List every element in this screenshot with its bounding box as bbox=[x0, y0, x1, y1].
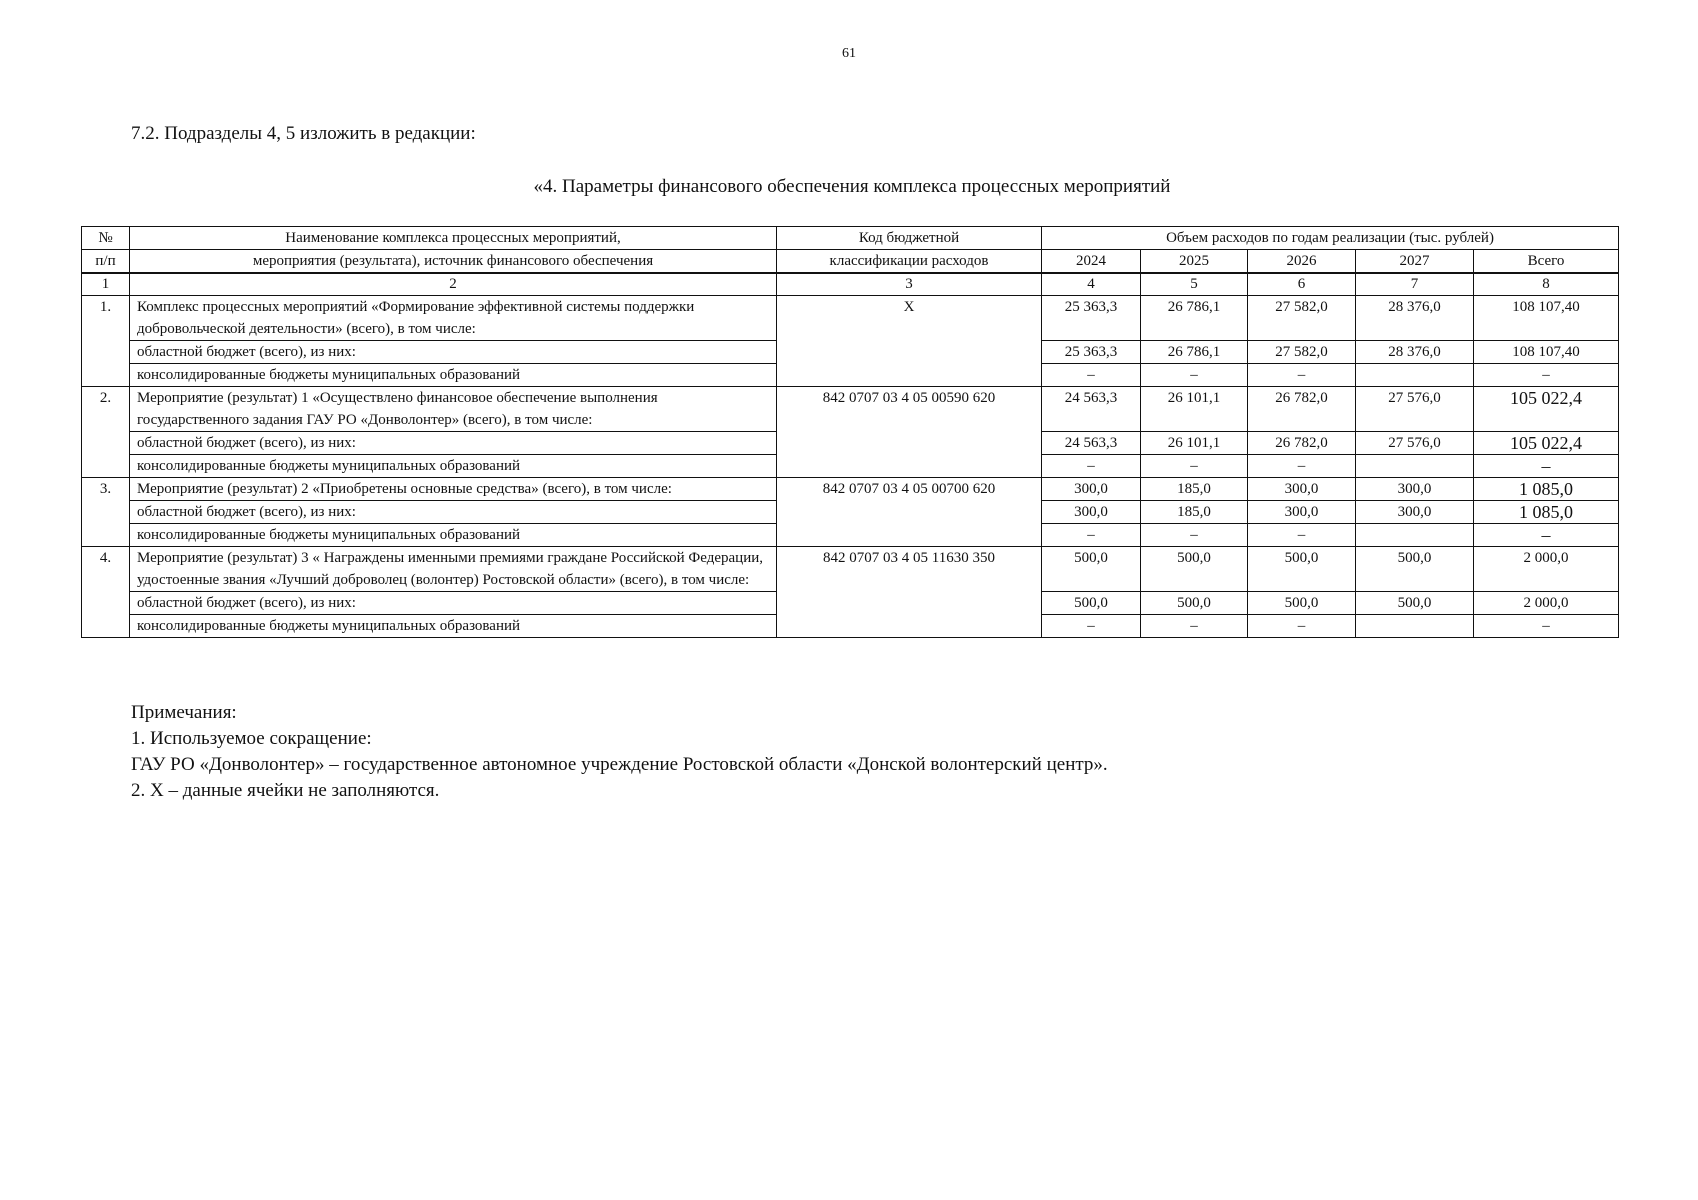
year-value-cell: 28 376,0 bbox=[1356, 296, 1474, 341]
year-value-cell: 27 582,0 bbox=[1248, 296, 1356, 341]
year-value-cell bbox=[1356, 524, 1474, 547]
year-value-cell: 300,0 bbox=[1248, 501, 1356, 524]
row-name: Мероприятие (результат) 3 « Награждены именными премиями граждане Российской Федерации, удостоенные звания «Лучший доброволец (волонтер) Ростовской области» (всего), в том числе: bbox=[130, 547, 777, 592]
row-index: 4. bbox=[82, 547, 130, 638]
row-name: областной бюджет (всего), из них: bbox=[130, 592, 777, 615]
total-cell: – bbox=[1474, 364, 1619, 387]
year-value-cell: – bbox=[1141, 615, 1248, 638]
row-index: 2. bbox=[82, 387, 130, 478]
column-number: 7 bbox=[1356, 273, 1474, 296]
row-name: Мероприятие (результат) 2 «Приобретены основные средства» (всего), в том числе: bbox=[130, 478, 777, 501]
year-value-cell: 26 782,0 bbox=[1248, 432, 1356, 455]
row-name: областной бюджет (всего), из них: bbox=[130, 432, 777, 455]
year-value-cell: 25 363,3 bbox=[1042, 296, 1141, 341]
year-value-cell: 300,0 bbox=[1356, 501, 1474, 524]
year-value-cell: 24 563,3 bbox=[1042, 432, 1141, 455]
total-cell: 2 000,0 bbox=[1474, 547, 1619, 592]
row-name: Комплекс процессных мероприятий «Формирование эффективной системы поддержки добровольческой деятельности» (всего), в том числе: bbox=[130, 296, 777, 341]
row-name: консолидированные бюджеты муниципальных образований bbox=[130, 524, 777, 547]
year-value-cell: 500,0 bbox=[1248, 547, 1356, 592]
column-number: 2 bbox=[130, 273, 777, 296]
note-1: 1. Используемое сокращение: bbox=[131, 728, 372, 749]
table-row-main bbox=[82, 296, 1619, 341]
year-value-cell: 300,0 bbox=[1248, 478, 1356, 501]
year-value-cell: 27 576,0 bbox=[1356, 387, 1474, 432]
header-number-2: п/п bbox=[82, 250, 130, 274]
financing-table bbox=[81, 226, 1619, 638]
year-value-cell: 27 576,0 bbox=[1356, 432, 1474, 455]
total-cell: 1 085,0 bbox=[1474, 478, 1619, 501]
total-cell: – bbox=[1474, 455, 1619, 478]
year-value-cell: 300,0 bbox=[1042, 501, 1141, 524]
year-value-cell: 500,0 bbox=[1141, 592, 1248, 615]
year-value-cell: 300,0 bbox=[1356, 478, 1474, 501]
column-number: 5 bbox=[1141, 273, 1248, 296]
year-value-cell: 24 563,3 bbox=[1042, 387, 1141, 432]
total-cell: 2 000,0 bbox=[1474, 592, 1619, 615]
header-year: 2024 bbox=[1042, 250, 1141, 274]
budget-code: 842 0707 03 4 05 11630 350 bbox=[777, 547, 1042, 638]
header-name: Наименование комплекса процессных мероприятий, bbox=[130, 227, 777, 250]
row-index: 3. bbox=[82, 478, 130, 547]
row-name: консолидированные бюджеты муниципальных образований bbox=[130, 615, 777, 638]
column-number: 4 bbox=[1042, 273, 1141, 296]
table-row-main bbox=[82, 387, 1619, 432]
header-volume: Объем расходов по годам реализации (тыс. рублей) bbox=[1042, 227, 1619, 250]
year-value-cell: – bbox=[1141, 455, 1248, 478]
year-value-cell: 500,0 bbox=[1042, 592, 1141, 615]
note-1-detail: ГАУ РО «Донволонтер» – государственное автономное учреждение Ростовской области «Донской волонтерский центр». bbox=[131, 754, 1108, 775]
budget-code: X bbox=[777, 296, 1042, 387]
year-value-cell: – bbox=[1042, 615, 1141, 638]
table-row-main bbox=[82, 547, 1619, 592]
budget-code: 842 0707 03 4 05 00700 620 bbox=[777, 478, 1042, 547]
row-name: Мероприятие (результат) 1 «Осуществлено финансовое обеспечение выполнения государственного задания ГАУ РО «Донволонтер» (всего), в том числе: bbox=[130, 387, 777, 432]
year-value-cell: 185,0 bbox=[1141, 501, 1248, 524]
header-year: 2027 bbox=[1356, 250, 1474, 274]
year-value-cell: 26 101,1 bbox=[1141, 387, 1248, 432]
year-value-cell: – bbox=[1248, 364, 1356, 387]
year-value-cell: 500,0 bbox=[1141, 547, 1248, 592]
year-value-cell: – bbox=[1042, 455, 1141, 478]
year-value-cell: 500,0 bbox=[1248, 592, 1356, 615]
year-value-cell: 500,0 bbox=[1356, 547, 1474, 592]
header-total: Всего bbox=[1474, 250, 1619, 274]
year-value-cell: – bbox=[1141, 524, 1248, 547]
year-value-cell: – bbox=[1248, 615, 1356, 638]
row-name: областной бюджет (всего), из них: bbox=[130, 341, 777, 364]
header-number: № bbox=[82, 227, 130, 250]
total-cell: 1 085,0 bbox=[1474, 501, 1619, 524]
header-code: Код бюджетной bbox=[777, 227, 1042, 250]
year-value-cell: 27 582,0 bbox=[1248, 341, 1356, 364]
header-year: 2025 bbox=[1141, 250, 1248, 274]
total-cell: 105 022,4 bbox=[1474, 432, 1619, 455]
year-value-cell: – bbox=[1248, 524, 1356, 547]
column-number-row bbox=[82, 273, 1619, 296]
row-name: областной бюджет (всего), из них: bbox=[130, 501, 777, 524]
year-value-cell: 26 786,1 bbox=[1141, 296, 1248, 341]
year-value-cell: 26 786,1 bbox=[1141, 341, 1248, 364]
budget-code: 842 0707 03 4 05 00590 620 bbox=[777, 387, 1042, 478]
year-value-cell: – bbox=[1141, 364, 1248, 387]
page-number: 61 bbox=[842, 46, 856, 61]
column-number: 1 bbox=[82, 273, 130, 296]
header-name-2: мероприятия (результата), источник финансового обеспечения bbox=[130, 250, 777, 274]
header-code-2: классификации расходов bbox=[777, 250, 1042, 274]
column-number: 8 bbox=[1474, 273, 1619, 296]
year-value-cell: 26 101,1 bbox=[1141, 432, 1248, 455]
year-value-cell: 26 782,0 bbox=[1248, 387, 1356, 432]
year-value-cell bbox=[1356, 364, 1474, 387]
notes-title: Примечания: bbox=[131, 702, 237, 723]
row-name: консолидированные бюджеты муниципальных образований bbox=[130, 455, 777, 478]
column-number: 6 bbox=[1248, 273, 1356, 296]
year-value-cell: 500,0 bbox=[1356, 592, 1474, 615]
total-cell: 105 022,4 bbox=[1474, 387, 1619, 432]
year-value-cell: – bbox=[1042, 524, 1141, 547]
year-value-cell: – bbox=[1042, 364, 1141, 387]
year-value-cell: 185,0 bbox=[1141, 478, 1248, 501]
instruction-text: 7.2. Подразделы 4, 5 изложить в редакции: bbox=[131, 123, 476, 144]
notes bbox=[131, 700, 1108, 804]
year-value-cell: 25 363,3 bbox=[1042, 341, 1141, 364]
year-value-cell: 300,0 bbox=[1042, 478, 1141, 501]
row-index: 1. bbox=[82, 296, 130, 387]
row-name: консолидированные бюджеты муниципальных образований bbox=[130, 364, 777, 387]
header-year: 2026 bbox=[1248, 250, 1356, 274]
year-value-cell: – bbox=[1248, 455, 1356, 478]
year-value-cell: 500,0 bbox=[1042, 547, 1141, 592]
total-cell: 108 107,40 bbox=[1474, 341, 1619, 364]
year-value-cell bbox=[1356, 455, 1474, 478]
table-row-main bbox=[82, 478, 1619, 501]
total-cell: – bbox=[1474, 524, 1619, 547]
note-2: 2. X – данные ячейки не заполняются. bbox=[131, 780, 440, 801]
year-value-cell: 28 376,0 bbox=[1356, 341, 1474, 364]
total-cell: – bbox=[1474, 615, 1619, 638]
column-number: 3 bbox=[777, 273, 1042, 296]
total-cell: 108 107,40 bbox=[1474, 296, 1619, 341]
year-value-cell bbox=[1356, 615, 1474, 638]
section-title: «4. Параметры финансового обеспечения комплекса процессных мероприятий bbox=[533, 176, 1171, 197]
